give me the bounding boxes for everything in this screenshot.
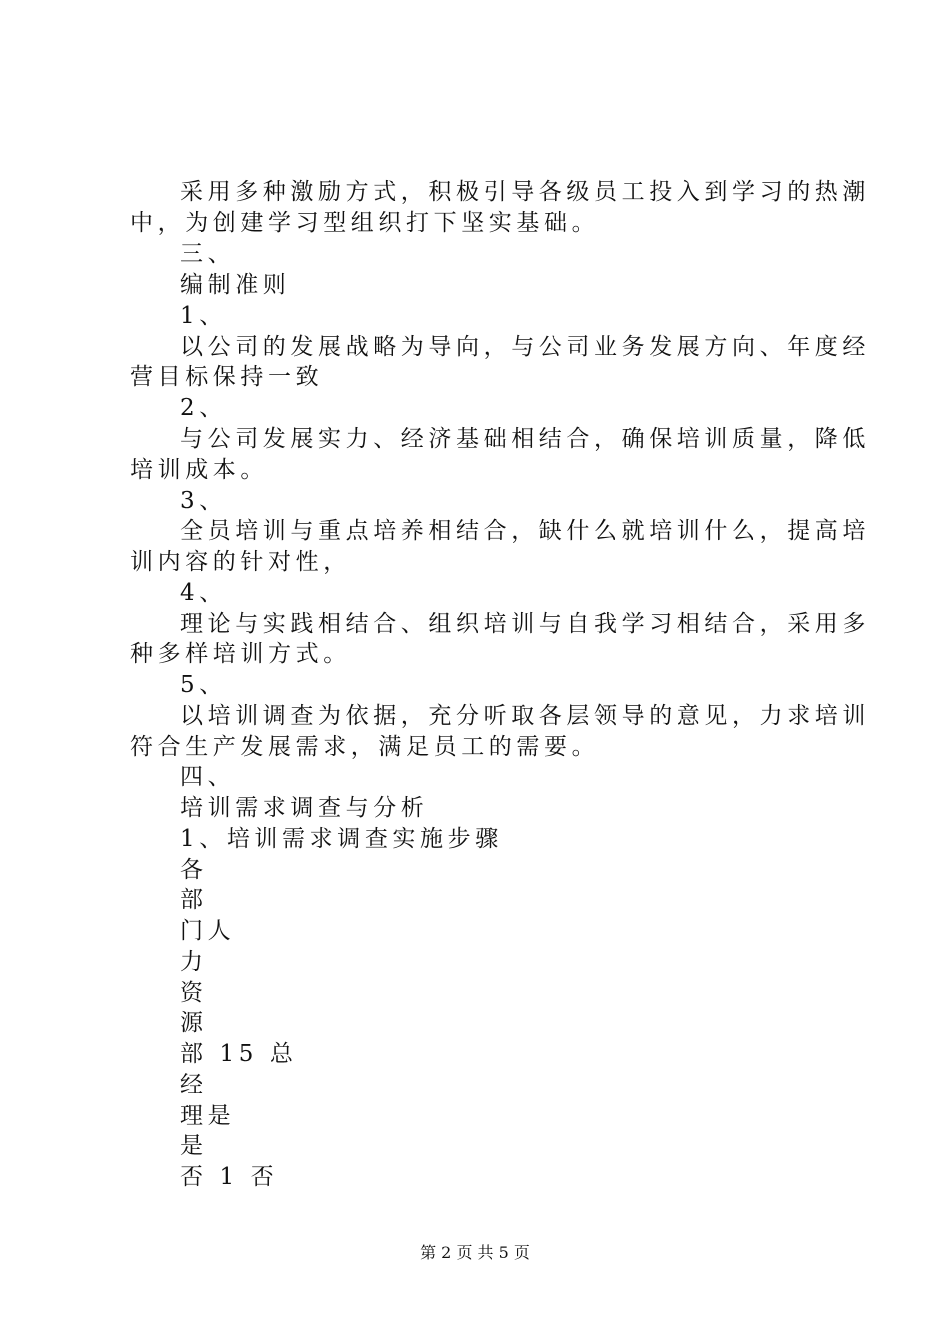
body-text-line: 营目标保持一致 [130, 364, 324, 390]
subsection-heading: 1、培训需求调查实施步骤 [180, 826, 503, 852]
flowchart-fragment: 力 [180, 949, 208, 975]
body-text-line: 以公司的发展战略为导向，与公司业务发展方向、年度经 [180, 334, 870, 360]
body-text-line: 全员培训与重点培养相结合，缺什么就培训什么，提高培 [180, 518, 870, 544]
item-number: 1、 [180, 303, 227, 329]
item-number: 4、 [180, 580, 227, 606]
flowchart-fragment: 是 [180, 1133, 208, 1159]
section-number: 三、 [180, 241, 236, 267]
flowchart-fragment: 否 1 否 [180, 1164, 279, 1190]
flowchart-fragment: 部 15 总 [180, 1041, 298, 1067]
flowchart-fragment: 门人 [180, 918, 236, 944]
body-text-line: 理论与实践相结合、组织培训与自我学习相结合，采用多 [180, 611, 870, 637]
section-heading: 培训需求调查与分析 [180, 795, 429, 821]
body-text-line: 中，为创建学习型组织打下坚实基础。 [130, 210, 600, 236]
flowchart-fragment: 经 [180, 1072, 208, 1098]
flowchart-fragment: 资 [180, 980, 208, 1006]
flowchart-fragment: 源 [180, 1010, 208, 1036]
item-number: 3、 [180, 488, 227, 514]
section-heading: 编制准则 [180, 272, 291, 298]
item-number: 5、 [180, 672, 227, 698]
body-text-line: 与公司发展实力、经济基础相结合，确保培训质量，降低 [180, 426, 870, 452]
flowchart-fragment: 理是 [180, 1103, 236, 1129]
page-footer: 第 2 页 共 5 页 [420, 1243, 530, 1262]
flowchart-fragment: 部 [180, 887, 208, 913]
body-text-line: 采用多种激励方式，积极引导各级员工投入到学习的热潮 [180, 179, 870, 205]
section-number: 四、 [180, 764, 236, 790]
body-text-line: 符合生产发展需求，满足员工的需要。 [130, 734, 600, 760]
body-text-line: 培训成本。 [130, 457, 268, 483]
body-text-line: 种多样培训方式。 [130, 641, 351, 667]
body-text-line: 训内容的针对性， [130, 549, 351, 575]
item-number: 2、 [180, 395, 227, 421]
flowchart-fragment: 各 [180, 857, 208, 883]
body-text-line: 以培训调查为依据，充分听取各层领导的意见，力求培训 [180, 703, 870, 729]
